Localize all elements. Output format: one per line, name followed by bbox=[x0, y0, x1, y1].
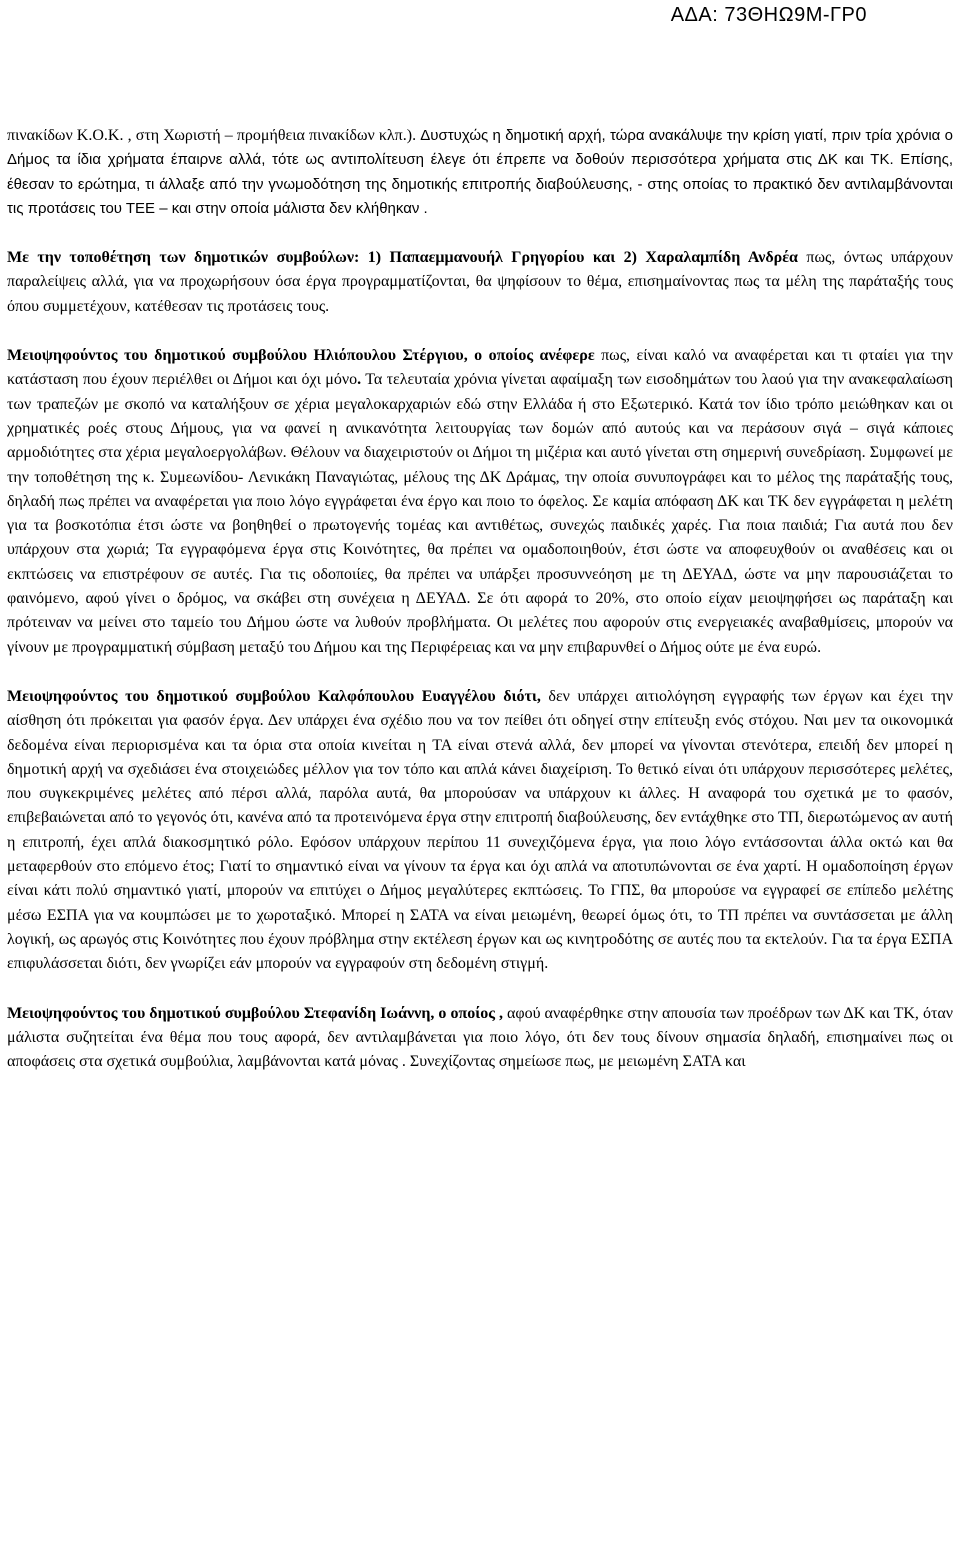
ada-code: ΑΔΑ: 73ΘΗΩ9Μ-ΓΡ0 bbox=[670, 4, 867, 26]
paragraph-3-mid: πως, είναι καλό να αναφέρεται και τι φταίει για την κατάσταση που έχουν περιέλθει οι Δήμοι και όχι μόνο bbox=[7, 347, 953, 389]
document-body bbox=[7, 124, 953, 1074]
paragraph-3-bold: Μειοψηφούντος του δημοτικού συμβούλου Ηλιόπουλου Στέργιου, ο οποίος ανέφερε bbox=[7, 347, 595, 365]
paragraph-3-text: Τα τελευταία χρόνια γίνεται αφαίμαξη των εισοδημάτων του λαού για την ανακεφαλαίωση των τραπεζών με σκοπό να καταλήξουν σε χέρια μεγαλοκαρχαριών εδώ στην Ελλάδα ή στο Εξωτερικό. Κατά τον ίδιο τρόπο μειώθηκαν και οι χρηματικές ροές στους Δήμους, για να φανεί η ανικανότητα λειτουργίας των δομών από αυτούς και να περάσουν σιγά – σιγά κάποιες αρμοδιότητες στα χέρια μεγαλοεργολάβων. Θέλουν να διαχειριστούν οι Δήμοι τη μιζέρια και αυτό γίνεται στη σημερινή συνεδρίαση. Συμφωνεί με την τοποθέτηση της κ. Συμεωνίδου- Λενικάκη Παναγιώτας, μέλους της ΔΚ Δράμας, την οποία συνυπογράφει και το μέλος της παράταξής τους, δηλαδή πως πρέπει να αναφέρεται για ποιο λόγο εγγράφεται ένα έργο και ποιο το όφελος. Σε καμία απόφαση ΔΚ και ΤΚ δεν εγγράφεται η μελέτη για τα βοσκοτόπια έτσι ώστε να βοηθηθεί ο πρωτογενής τομέας και αντιθέτως, συνεχώς παιδικές χαρές. Για ποια παιδιά; Για αυτά που δεν υπάρχουν στα χωριά; Τα εγγραφόμενα έργα στις Κοινότητες, θα πρέπει να ομαδοποιηθούν, έτσι ώστε να αποφευχθούν οι αναθέσεις και οι εκπτώσεις να επιστρέφουν σε αυτές. Για τις οδοποιίες, θα πρέπει να υπάρξει προσυννεόηση με τη ΔΕΥΑΔ, ώστε να μην παρουσιάζεται το φαινόμενο, αφού γίνει ο δρόμος, να σκάβει στη συνέχεια η ΔΕΥΑΔ. Σε ότι αφορά το 20%, στο οποίο είχαν μειοψηφήσει ως παράταξη και πρότειναν να μείνει στο ταμείο του Δήμου ώστε να λυθούν προβλήματα. Οι μελέτες που αφορούν στις ενεργειακές αναβαθμίσεις, μπορούν να γίνουν με προγραμματική σύμβαση μεταξύ του Δήμου και της Περιφέρειας και να μην επιβαρυνθεί ο Δήμος ούτε με ένα ευρώ. bbox=[7, 371, 953, 656]
paragraph-5-bold: Μειοψηφούντος του δημοτικού συμβούλου Στεφανίδη Ιωάννη, ο οποίος , bbox=[7, 1004, 503, 1022]
paragraph-3 bbox=[7, 344, 953, 660]
paragraph-4-bold: Μειοψηφούντος του δημοτικού συμβούλου Καλφόπουλου Ευαγγέλου διότι, bbox=[7, 687, 541, 705]
paragraph-1-serif: πινακίδων Κ.Ο.Κ. , στη Χωριστή – προμήθεια πινακίδων κλπ.). bbox=[7, 127, 421, 144]
paragraph-5-text: αφού αναφέρθηκε στην απουσία των προέδρων των ΔΚ και ΤΚ, όταν μάλιστα συζητείται ένα θέμα που τους αφορά, δεν αντιλαμβάνεται για ποιο λόγο, ότι δεν τους δίνουν σημασία δηλαδή, επισημαίνει πως οι αποφάσεις στα σχετικά συμβούλια, λαμβάνονται κατά μόνας . Συνεχίζοντας σημείωσε πως, με μειωμένη ΣΑΤΑ και bbox=[7, 1004, 953, 1071]
paragraph-1-sans: Δυστυχώς η δημοτική αρχή, τώρα ανακάλυψε την κρίση γιατί, πριν τρία χρόνια ο Δήμος τα ίδια χρήματα έπαιρνε αλλά, τότε ως αντιπολίτευση έλεγε ότι έπρεπε να δοθούν περισσότερα χρήματα στις ΔΚ και ΤΚ. Επίσης, έθεσαν το ερώτημα, τι άλλαξε από την γνωμοδότηση της δημοτικής επιτροπής διαβούλευσης, - στης οποίας το πρακτικό δεν αντιλαμβάνονται τις προτάσεις του ΤΕΕ – και στην οποία μάλιστα δεν κλήθηκαν . bbox=[7, 127, 953, 217]
paragraph-2 bbox=[7, 246, 953, 319]
paragraph-2-text: πως, όντως υπάρχουν παραλείψεις αλλά, για να προχωρήσουν όσα έργα προγραμματίζονται, θα ψηφίσουν το θέμα, επισημαίνοντας πως τα μέλη της παράταξής τους όπου συμμετέχουν, κατέθεσαν τις προτάσεις τους. bbox=[7, 249, 954, 315]
paragraph-3-dot: . bbox=[357, 371, 362, 389]
paragraph-4-text: δεν υπάρχει αιτιολόγηση εγγραφής των έργων και έχει την αίσθηση ότι πρόκειται για φασόν έργα. Δεν υπάρχει ένα σχέδιο που να τον πείθει ότι οδηγεί στην επίτευξη ενός στόχου. Ναι μεν τα οικονομικά δεδομένα είναι περιορισμένα και τα όρια στα οποία κινείται η ΤΑ είναι στενά αλλά, δεν μπορεί να γίνονται στενότερα, επειδή δεν μπορεί η δημοτική αρχή να σχεδιάσει ένα στοιχειώδες μέλλον για τον τόπο και απλά κάνει διαχείριση. Το θετικό είναι ότι υπάρχουν περισσότερες μελέτες, που συγκεκριμένες μελέτες από πέρσι αλλά, παρόλα αυτά, θα μπορούσαν να υπάρχουν κι άλλες. Η αναφορά του σχετικά με το φασόν, επιβεβαιώνεται από το γεγονός ότι, κανένα από τα προτεινόμενα έργα στην επιτροπή διαβούλευσης, δεν εντάχθηκε στο ΤΠ, διερωτώμενος αν αυτή η επιτροπή, έχει απλά διακοσμητικό ρόλο. Εφόσον υπάρχουν περίπου 11 συνεχιζόμενα έργα, για ποιο λόγο εντάσσονται άλλα οκτώ και θα μεταφερθούν στο επόμενο έτος; Γιατί το σημαντικό είναι να γίνουν τα έργα και όχι απλά να αποτυπώνονται σε ένα χαρτί. Η ομαδοποίηση έργων είναι κάτι πολύ σημαντικό γιατί, μπορούν να επιτύχει ο Δήμος μεγαλύτερες εκπτώσεις. Το ΓΠΣ, θα μπορούσε να εγγραφεί σε επίπεδο μελέτης μέσω ΕΣΠΑ για να κουμπώσει με το χωροταξικό. Μπορεί η ΣΑΤΑ να είναι μειωμένη, θεωρεί όμως ότι, το ΤΠ πρέπει να συντάσσεται με άλλη λογική, ως αρωγός στις Κοινότητες που έχουν πρόβλημα στην εκτέλεση έργων και ως κινητροδότης σε αυτές που τα εκτελούν. Για τα έργα ΕΣΠΑ επιφυλάσσεται διότι, δεν γνωρίζει εάν μπορούν να εγγραφούν στη δεδομένη στιγμή. bbox=[7, 687, 953, 973]
paragraph-4 bbox=[7, 685, 953, 977]
paragraph-2-bold: Με την τοποθέτηση των δημοτικών συμβούλων: 1) Παπαεμμανουήλ Γρηγορίου και 2) Χαραλαμπίδη Ανδρέα bbox=[7, 249, 798, 267]
paragraph-5 bbox=[7, 1002, 953, 1075]
paragraph-1 bbox=[7, 124, 953, 221]
